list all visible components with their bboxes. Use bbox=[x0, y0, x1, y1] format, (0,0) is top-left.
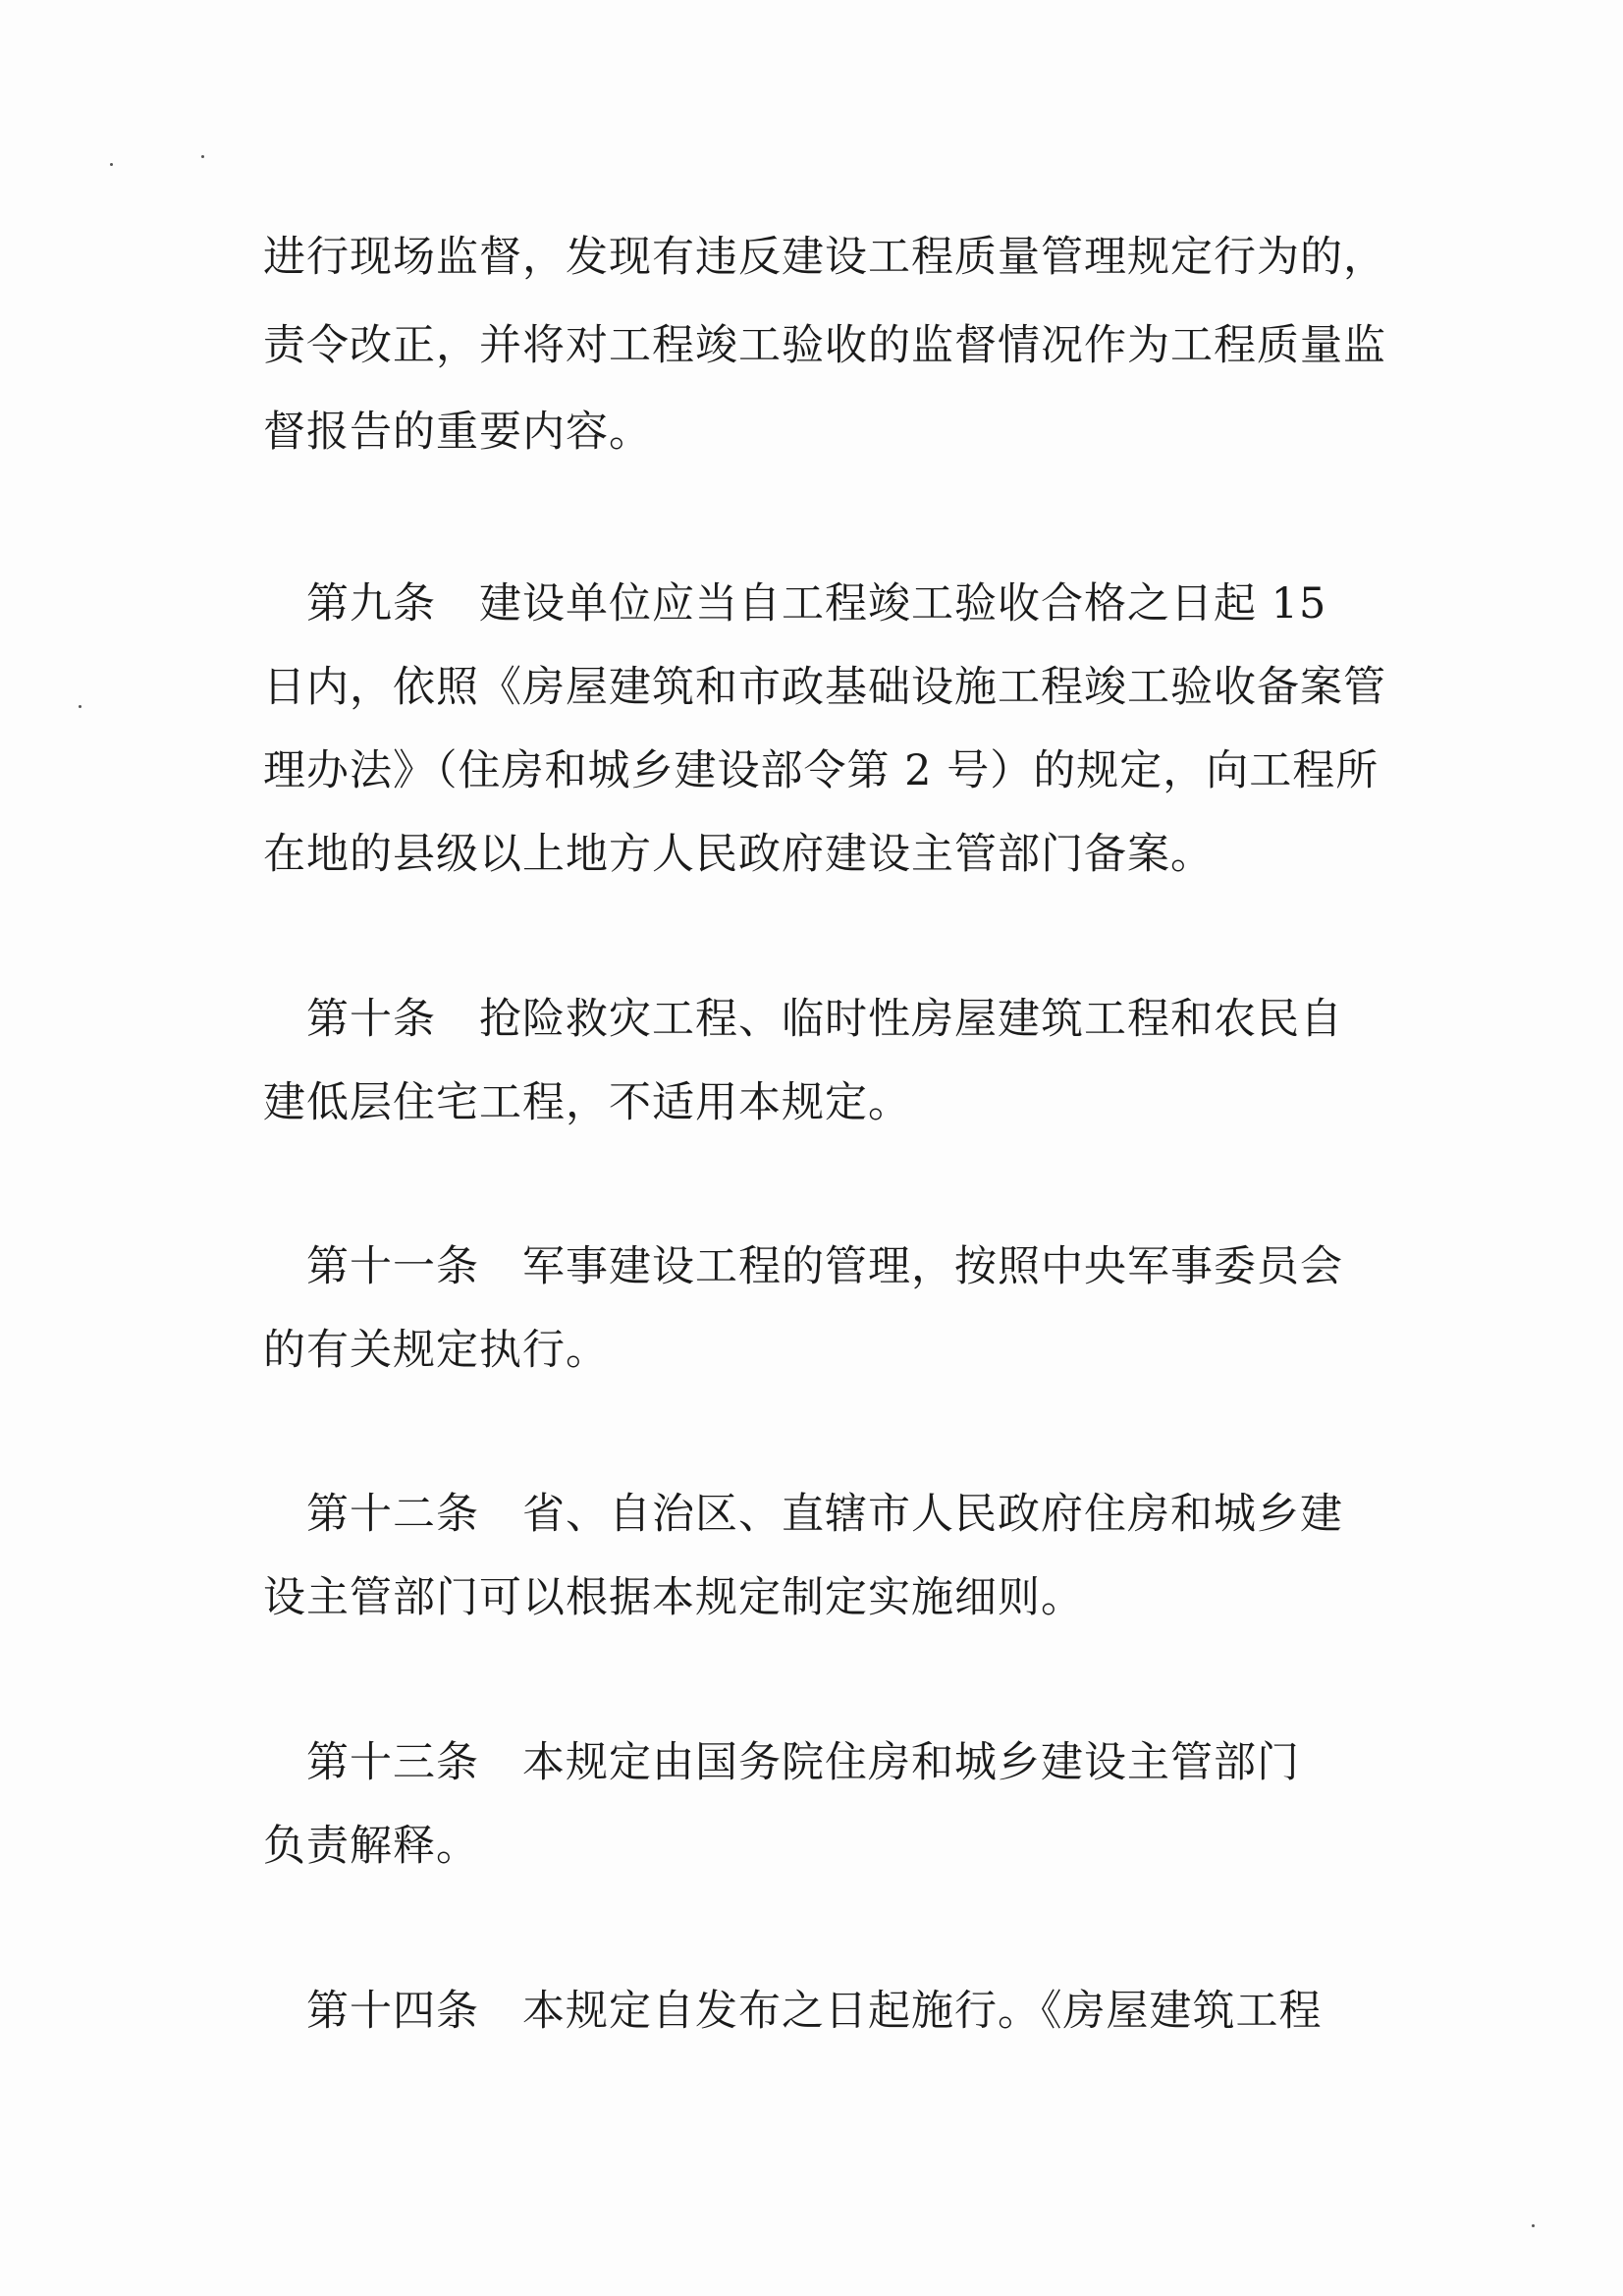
text-line: 进行现场监督，发现有违反建设工程质量管理规定行为的， bbox=[263, 233, 1386, 282]
text-line: 建低层住宅工程，不适用本规定。 bbox=[263, 1078, 911, 1127]
article-12-line: 第十二条 省、自治区、直辖市人民政府住房和城乡建 bbox=[263, 1490, 1343, 1539]
scan-speck bbox=[201, 155, 204, 158]
text-line: 责令改正，并将对工程竣工验收的监督情况作为工程质量监 bbox=[263, 321, 1386, 370]
scan-speck bbox=[1532, 2224, 1535, 2227]
text-line: 理办法》（住房和城乡建设部令第 2 号）的规定，向工程所 bbox=[263, 746, 1380, 795]
text-line: 在地的县级以上地方人民政府建设主管部门备案。 bbox=[263, 830, 1214, 879]
text-line: 督报告的重要内容。 bbox=[263, 408, 652, 457]
article-14-line: 第十四条 本规定自发布之日起施行。《房屋建筑工程 bbox=[263, 1987, 1323, 2036]
article-9-line: 第九条 建设单位应当自工程竣工验收合格之日起 15 bbox=[263, 579, 1327, 629]
article-10-line: 第十条 抢险救灾工程、临时性房屋建筑工程和农民自 bbox=[263, 995, 1343, 1044]
article-11-line: 第十一条 军事建设工程的管理，按照中央军事委员会 bbox=[263, 1242, 1343, 1291]
scan-speck bbox=[79, 705, 81, 708]
text-line: 设主管部门可以根据本规定制定实施细则。 bbox=[263, 1573, 1084, 1622]
text-line: 负责解释。 bbox=[263, 1822, 479, 1871]
text-line: 日内，依照《房屋建筑和市政基础设施工程竣工验收备案管 bbox=[263, 663, 1386, 712]
text-line: 的有关规定执行。 bbox=[263, 1326, 609, 1375]
scan-speck bbox=[110, 163, 113, 166]
article-13-line: 第十三条 本规定由国务院住房和城乡建设主管部门 bbox=[263, 1738, 1300, 1787]
